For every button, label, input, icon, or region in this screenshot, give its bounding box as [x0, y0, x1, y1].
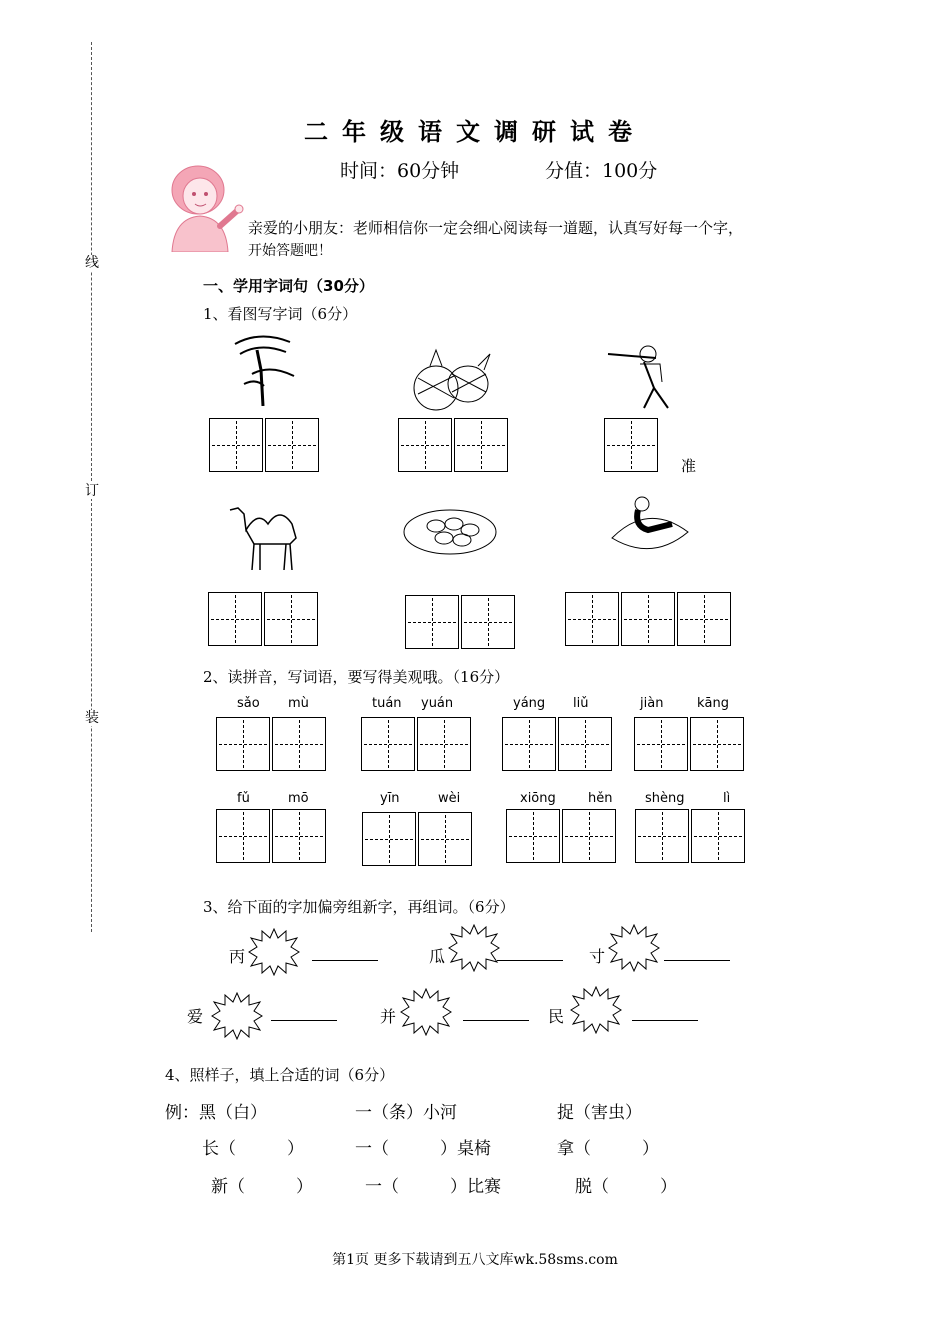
q4-blank[interactable]: 脱（ ）	[575, 1177, 677, 1197]
pinyin: sǎo	[237, 696, 260, 711]
q4-blank[interactable]: 新（ ）	[211, 1177, 313, 1197]
q4-example: 捉（害虫）	[557, 1103, 642, 1123]
q3-char: 爱	[187, 1007, 204, 1026]
binding-char-ding: 订	[85, 483, 99, 499]
q3-char: 丙	[229, 947, 246, 966]
camel-picture	[224, 500, 306, 572]
pine-tree-picture	[230, 330, 296, 406]
q1-grid-camel[interactable]	[208, 592, 320, 646]
starburst-icon	[400, 988, 452, 1036]
q4-example: 例：黑（白）	[165, 1103, 267, 1123]
q2-grid[interactable]	[502, 717, 614, 771]
q2-grid[interactable]	[216, 717, 328, 771]
starburst-icon	[211, 992, 263, 1040]
binding-char-xian: 线	[85, 255, 99, 271]
q2-grid[interactable]	[362, 812, 474, 866]
pinyin: tuán	[372, 696, 402, 711]
q3-char: 并	[380, 1007, 397, 1026]
q2-grid[interactable]	[635, 809, 747, 863]
q4-blank[interactable]: 拿（ ）	[557, 1139, 659, 1159]
pinyin: mù	[288, 696, 309, 711]
q3-char: 寸	[589, 947, 606, 966]
q1-suffix-char: 准	[681, 457, 697, 475]
answer-line[interactable]	[463, 1020, 529, 1021]
q4-blank[interactable]: 一（ ）桌椅	[355, 1139, 491, 1159]
q1-label: 1、看图写字词（6分）	[203, 305, 358, 323]
starburst-icon	[608, 924, 660, 972]
pinyin: yīn	[380, 791, 400, 806]
answer-line[interactable]	[664, 960, 730, 961]
intro-line-1: 亲爱的小朋友：老师相信你一定会细心阅读每一道题，认真写好每一个字，	[248, 219, 744, 237]
peanuts-plate-picture	[402, 500, 498, 558]
starburst-icon	[448, 924, 500, 972]
pinyin: fǔ	[237, 791, 250, 806]
pinyin: shèng	[645, 791, 685, 806]
pinyin: yuán	[421, 696, 454, 711]
q3-label: 3、给下面的字加偏旁组新字，再组词。（6分）	[203, 898, 515, 916]
starburst-icon	[570, 986, 622, 1034]
answer-line[interactable]	[497, 960, 563, 961]
q2-grid[interactable]	[634, 717, 746, 771]
intro-line-2: 开始答题吧！	[248, 243, 332, 259]
q1-grid-hunter[interactable]	[604, 418, 660, 472]
q1-grid-peanuts[interactable]	[405, 595, 517, 649]
q1-grid-pine[interactable]	[209, 418, 321, 472]
q4-blank[interactable]: 一（ ）比赛	[365, 1177, 501, 1197]
pinyin: yáng	[513, 696, 546, 711]
starburst-icon	[248, 928, 300, 976]
exam-title: 二年级语文调研试卷	[304, 118, 646, 146]
section-1-heading: 一、学用字词句（30分）	[203, 277, 374, 295]
pinyin: jiàn	[640, 696, 664, 711]
q2-grid[interactable]	[506, 809, 618, 863]
q2-grid[interactable]	[216, 809, 328, 863]
pineapple-picture	[408, 348, 500, 412]
q4-label: 4、照样子，填上合适的词（6分）	[165, 1066, 395, 1084]
page-footer: 第1页 更多下载请到五八文库wk.58sms.com	[332, 1252, 618, 1268]
binding-char-zhuang: 装	[85, 710, 99, 726]
pinyin: hěn	[588, 791, 613, 806]
answer-line[interactable]	[312, 960, 378, 961]
caterpillar-leaf-picture	[608, 492, 690, 562]
q3-char: 民	[548, 1007, 565, 1026]
q1-grid-caterpillar[interactable]	[565, 592, 733, 646]
answer-line[interactable]	[271, 1020, 337, 1021]
q2-grid[interactable]	[361, 717, 473, 771]
pinyin: lì	[723, 791, 731, 806]
answer-line[interactable]	[632, 1020, 698, 1021]
q1-grid-pineapple[interactable]	[398, 418, 510, 472]
hunter-picture	[604, 342, 678, 412]
teacher-illustration	[160, 160, 245, 252]
pinyin: xiōng	[520, 791, 556, 806]
q4-blank[interactable]: 长（ ）	[202, 1139, 304, 1159]
q4-example: 一（条）小河	[355, 1103, 457, 1123]
pinyin: mō	[288, 791, 309, 806]
pinyin: kāng	[697, 696, 729, 711]
q2-label: 2、读拼音，写词语，要写得美观哦。（16分）	[203, 668, 510, 686]
exam-score: 分值：100分	[545, 160, 658, 182]
exam-time: 时间：60分钟	[340, 160, 460, 182]
q3-char: 瓜	[429, 947, 446, 966]
pinyin: wèi	[438, 791, 461, 806]
pinyin: liǔ	[573, 696, 589, 711]
